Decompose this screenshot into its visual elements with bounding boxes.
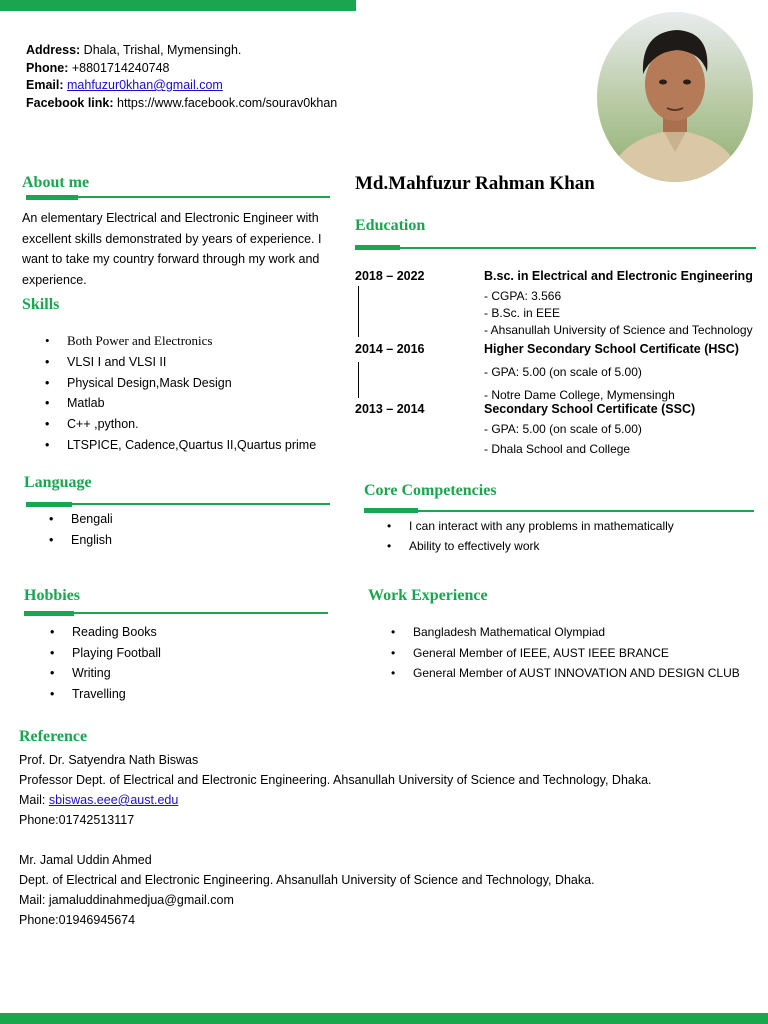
ref-spacer: [19, 830, 652, 850]
edu-years-3: 2013 – 2014: [355, 402, 425, 416]
hobby-item: • Writing: [72, 663, 161, 684]
language-heading: Language: [24, 474, 92, 491]
skill-item: • C++ ,python.: [67, 414, 316, 435]
competencies-divider: [364, 510, 754, 512]
hobbies-heading: Hobbies: [24, 587, 81, 604]
phone-line: Phone: +8801714240748: [26, 60, 170, 75]
work-item: • Bangladesh Mathematical Olympiad: [413, 622, 740, 643]
edu-title-1: B.sc. in Electrical and Electronic Engineering: [484, 269, 753, 283]
about-divider-accent: [26, 195, 78, 200]
competency-item: • Ability to effectively work: [409, 537, 674, 557]
edu-detail-line: - B.Sc. in EEE: [484, 306, 561, 320]
ref1-mail-link[interactable]: sbiswas.eee@aust.edu: [48, 793, 179, 807]
ref1-mail-line: Mail: sbiswas.eee@aust.edu: [19, 793, 179, 807]
profile-photo: [597, 12, 753, 182]
ref1-position: Professor Dept. of Electrical and Electronic Engineering. Ahsanullah University of Science and Technology, Dhaka.: [19, 773, 652, 787]
ref2-name: Mr. Jamal Uddin Ahmed: [19, 853, 152, 867]
edu-detail-line: - Notre Dame College, Mymensingh: [484, 388, 675, 402]
language-item: • English: [71, 530, 113, 551]
facebook-line: Facebook link: https://www.facebook.com/sourav0khan: [26, 95, 338, 110]
email-line: Email: mahfuzur0khan@gmail.com: [26, 78, 223, 92]
competencies-heading: Core Competencies: [364, 482, 497, 499]
skills-heading: Skills: [22, 296, 60, 313]
skill-item: • Matlab: [67, 393, 316, 414]
ref2-position: Dept. of Electrical and Electronic Engineering. Ahsanullah University of Science and Technology, Dhaka.: [19, 873, 595, 887]
edu-detail-line: - GPA: 5.00 (on scale of 5.00): [484, 365, 642, 379]
contact-block: [26, 42, 337, 112]
ref1-name: Prof. Dr. Satyendra Nath Biswas: [19, 753, 199, 767]
ref2-mail: Mail: jamaluddinahmedjua@gmail.com: [19, 893, 234, 907]
top-accent-bar: [0, 0, 356, 11]
edu-details-3: [484, 419, 642, 459]
language-list: [71, 509, 113, 551]
work-item: • General Member of AUST INNOVATION AND DESIGN CLUB: [413, 663, 740, 684]
language-item: • Bengali: [71, 509, 113, 530]
edu-title-3: Secondary School Certificate (SSC): [484, 402, 696, 416]
reference-block: [19, 750, 652, 930]
competencies-divider-accent: [364, 508, 418, 513]
education-divider-accent: [355, 245, 400, 250]
edu-title-2: Higher Secondary School Certificate (HSC): [484, 342, 739, 356]
address-line: Address: Dhala, Trishal, Mymensingh.: [26, 43, 242, 57]
edu-detail-line: - GPA: 5.00 (on scale of 5.00): [484, 422, 642, 436]
bottom-accent-bar: [0, 1013, 768, 1024]
work-item: • General Member of IEEE, AUST IEEE BRANCE: [413, 643, 740, 664]
skill-item: • Both Power and Electronics: [67, 331, 316, 352]
skills-list: [67, 331, 316, 456]
hobby-item: • Reading Books: [72, 622, 161, 643]
hobbies-list: [72, 622, 161, 704]
education-heading: Education: [355, 217, 426, 234]
timeline-connector: [358, 286, 359, 337]
work-heading: Work Experience: [368, 587, 488, 604]
hobbies-divider-accent: [24, 611, 74, 616]
reference-heading: Reference: [19, 728, 88, 745]
language-divider-accent: [26, 502, 72, 507]
edu-detail-line: - CGPA: 3.566: [484, 289, 562, 303]
edu-details-2: [484, 362, 675, 405]
edu-detail-line: - Ahsanullah University of Science and Technology: [484, 323, 753, 337]
edu-years-1: 2018 – 2022: [355, 269, 425, 283]
skill-item: • LTSPICE, Cadence,Quartus II,Quartus prime: [67, 435, 316, 456]
competencies-list: [409, 517, 674, 556]
about-heading: About me: [22, 174, 90, 191]
edu-details-1: [484, 288, 753, 339]
edu-detail-line: - Dhala School and College: [484, 442, 631, 456]
education-divider: [355, 247, 756, 249]
candidate-name: Md.Mahfuzur Rahman Khan: [355, 173, 595, 194]
edu-years-2: 2014 – 2016: [355, 342, 425, 356]
timeline-connector: [358, 362, 359, 398]
skill-item: • Physical Design,Mask Design: [67, 373, 316, 394]
ref2-phone: Phone:01946945674: [19, 913, 136, 927]
email-link[interactable]: mahfuzur0khan@gmail.com: [67, 78, 223, 92]
portrait-image: [597, 12, 753, 182]
skill-item: • VLSI I and VLSI II: [67, 352, 316, 373]
ref1-phone: Phone:01742513117: [19, 813, 135, 827]
hobby-item: • Playing Football: [72, 643, 161, 664]
work-list: [413, 622, 740, 684]
hobby-item: • Travelling: [72, 684, 161, 705]
about-text: An elementary Electrical and Electronic Engineer with excellent skills demonstrated by years of experience. I want to take my country forward through my work and experience.: [22, 211, 322, 287]
competency-item: • I can interact with any problems in mathematically: [409, 517, 674, 537]
